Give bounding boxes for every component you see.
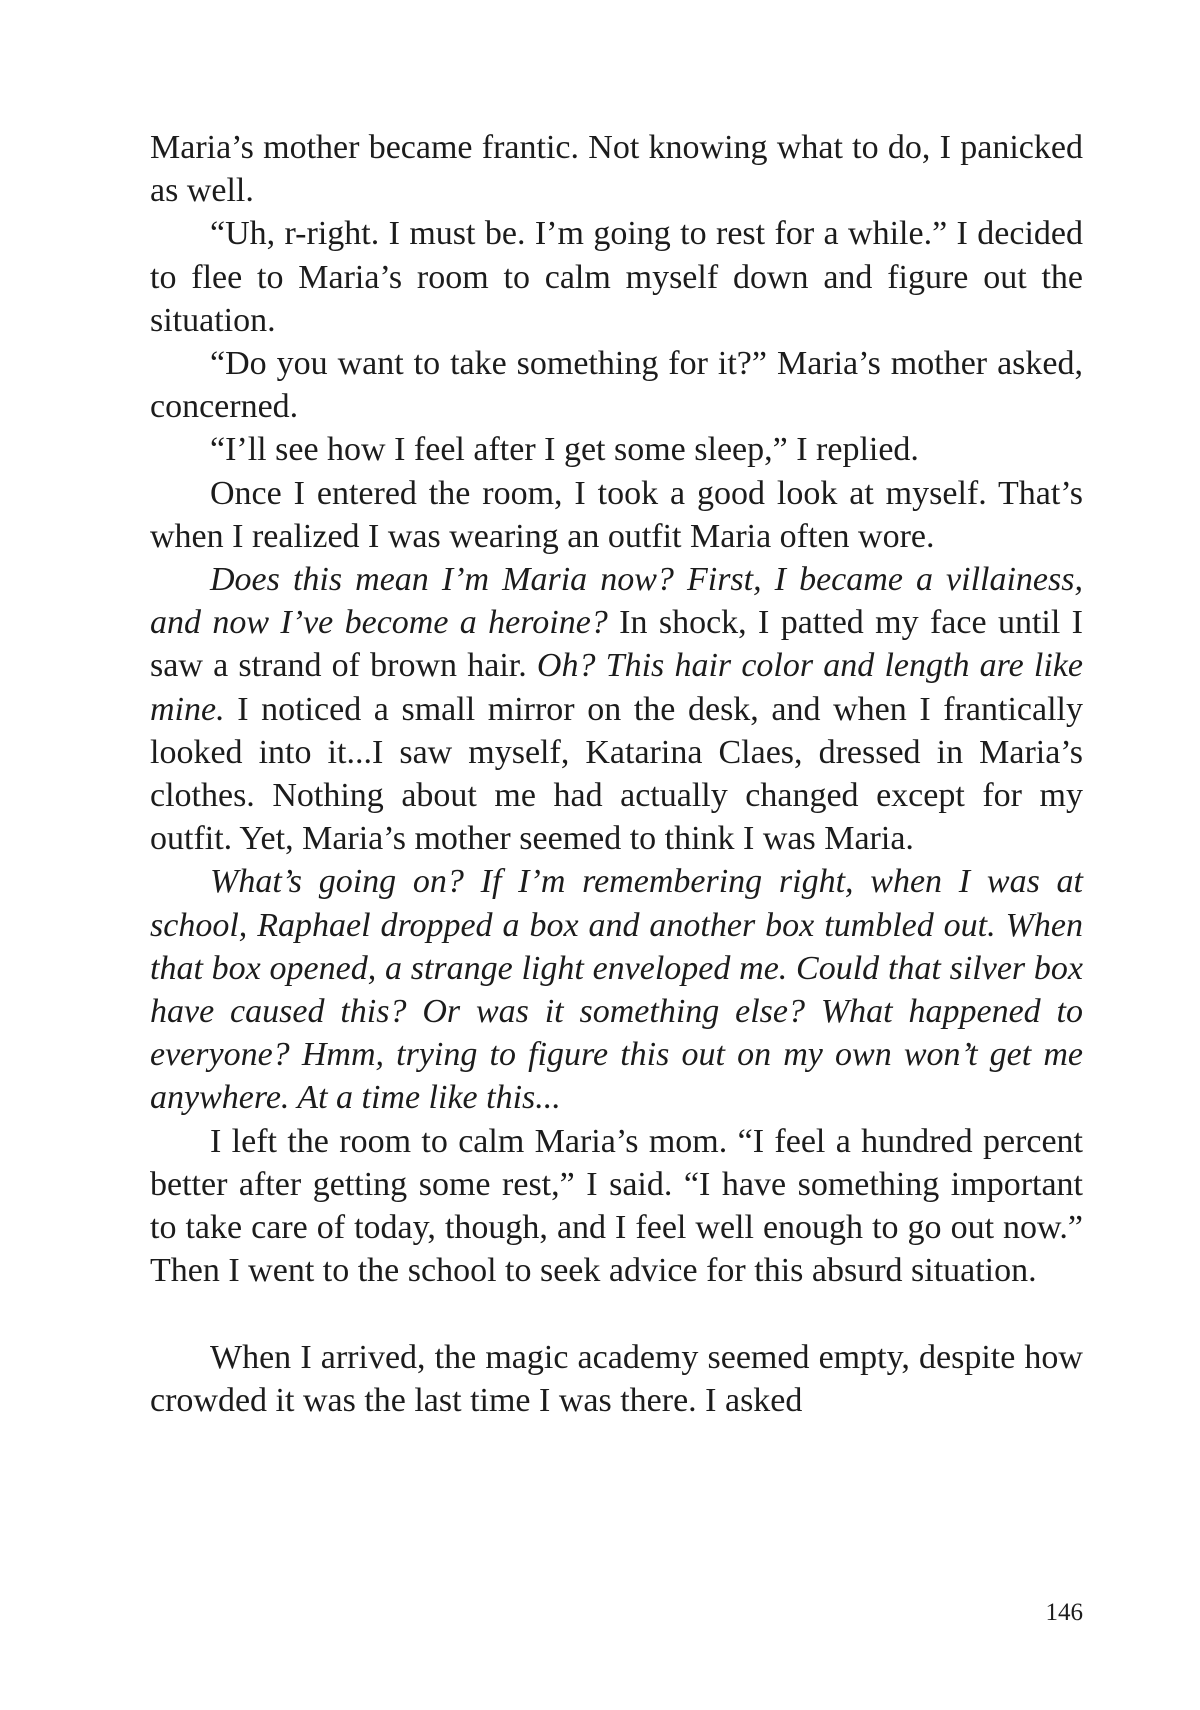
italic-thought-1: Does this mean I’m Maria now? First, I became a villainess, and now I’ve become a heroine? bbox=[150, 561, 1083, 642]
italic-thought-2: Oh? This hair color and length are like mine. bbox=[150, 647, 1083, 728]
italic-thought-3: What’s going on? If I’m remembering right, when I was at school, Raphael dropped a box and another box tumbled out. When that box opened, a strange light enveloped me. Could that silver box have caused this? Or was it something else? What happened to everyone? Hmm, trying to figure this out on my own won’t get me anywhere. At a time like this... bbox=[150, 863, 1083, 1117]
paragraph-2: “Uh, r-right. I must be. I’m going to rest for a while.” I decided to flee to Maria’s room to calm myself down and figure out the situation. bbox=[150, 215, 1083, 339]
paragraph-9: When I arrived, the magic academy seemed empty, despite how crowded it was the last time I was there. I asked bbox=[150, 1338, 1083, 1419]
page-number: 146 bbox=[1045, 1599, 1083, 1626]
paragraph-3: “Do you want to take something for it?” Maria’s mother asked, concerned. bbox=[150, 345, 1083, 426]
paragraph-6 bbox=[150, 558, 1083, 860]
body-text bbox=[150, 126, 1083, 1422]
narration-2: I noticed a small mirror on the desk, and when I frantically looked into it...I saw myself, Katarina Claes, dressed in Maria’s clothes. Nothing about me had actually changed except for my outfit. Yet, Maria’s mother seemed to think I was Maria. bbox=[150, 690, 1083, 858]
narration-1: In shock, I patted my face until I saw a strand of brown hair. bbox=[150, 604, 1083, 685]
paragraph-5: Once I entered the room, I took a good look at myself. That’s when I realized I was wearing an outfit Maria often wore. bbox=[150, 474, 1083, 555]
paragraph-4: “I’ll see how I feel after I get some sleep,” I replied. bbox=[210, 431, 919, 469]
paragraph-1: Maria’s mother became frantic. Not knowing what to do, I panicked as well. bbox=[150, 129, 1083, 210]
paragraph-8: I left the room to calm Maria’s mom. “I feel a hundred percent better after getting some rest,” I said. “I have something important to take care of today, though, and I feel well enough to go out now.” Then I went to the school to seek advice for this absurd situation. bbox=[150, 1122, 1083, 1290]
paragraph-7 bbox=[150, 860, 1083, 1119]
